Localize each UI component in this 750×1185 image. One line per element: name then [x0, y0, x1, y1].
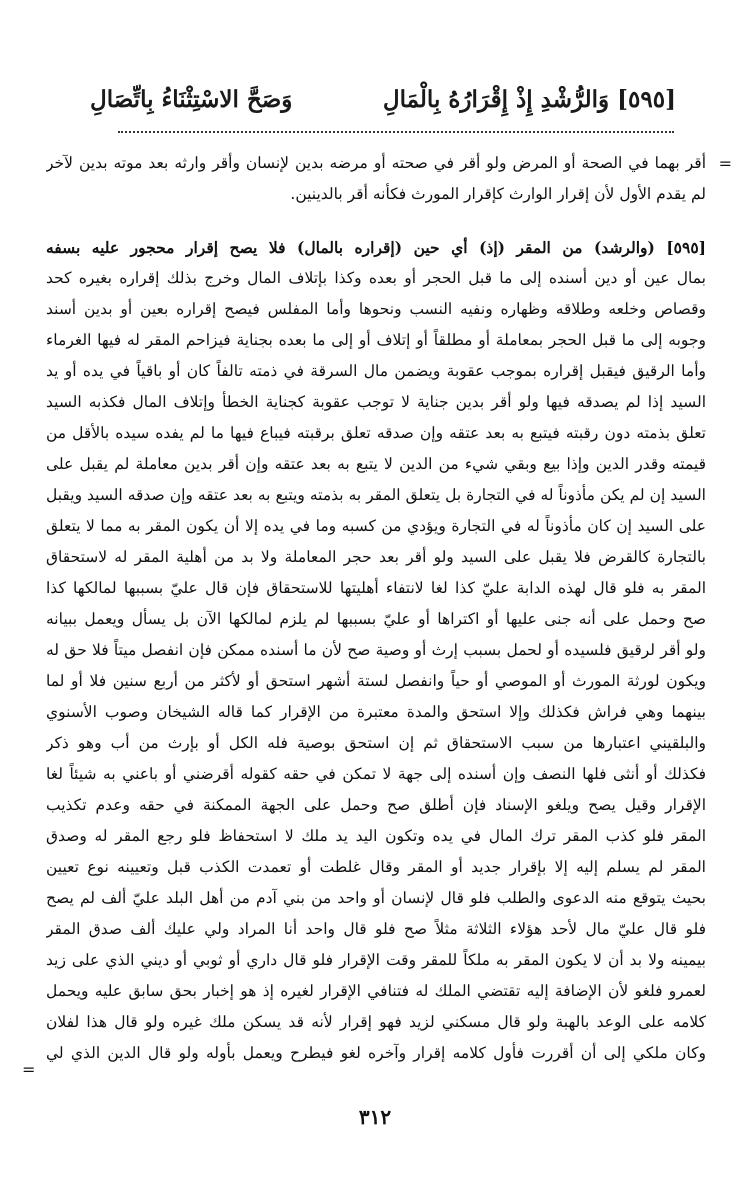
verse-first-hemistich: [٥٩٥] وَالرُّشْدِ إِذْ إِقْرَارُهُ بِالْمَالِ: [382, 86, 676, 113]
paragraph-gap: [46, 210, 706, 232]
paragraph-1: [46, 148, 706, 210]
text-line: كلامه على الوعد بالهبة ولو قال مسكني لزيد فهو إقرار لأنه قد يسكن ملك غيره ولو قال هذا لفلان: [46, 1013, 706, 1031]
text-line: بحيث يتوقع منه الدعوى والطلب فلو قال لإنسان أو واحد من بني آدم من أهل البلد عليّ ألف لم يصح: [46, 889, 706, 907]
text-line: المقر فلو كذب المقر ترك المال في يده وتكون اليد يد ملك لا استحفاظ فلو رجع المقر له وصدق: [46, 827, 706, 845]
commentary-text: [46, 148, 706, 1069]
text-line: لعمرو فلغو لأن الإضافة إليه تقتضي الملك له فتنافي الإقرار لغيره إذ هو إخبار بحق سابق عليه ويحمل: [46, 982, 706, 1000]
text-line: ويكون لورثة المورث أو الموصي أو حياً وانفصل لستة أشهر استحق أو لأكثر من أربع سنين فلا أو لما: [46, 672, 706, 690]
text-line: فلو قال عليّ مال لأحد هؤلاء الثلاثة مثلاً صح فلو قال واحد أنا المراد ولي عليك ألف صدق المقر: [46, 920, 706, 938]
text-line: المقر به فلو قال لهذه الدابة عليّ كذا لغا لانتفاء أهليتها للاستحقاق فإن قال عليّ بسببها لمالكها كذا: [46, 579, 706, 597]
text-line: [٥٩٥] (والرشد) من المقر (إذ) أي حين (إقراره بالمال) فلا يصح إقرار محجور عليه بسفه: [46, 238, 706, 257]
paragraph-2: [46, 232, 706, 1069]
text-line: قيمته وقدر الدين وإذا بيع وبقي شيء من الدين لا يتبع به بعد عتقه وإن أقر بدين معاملة لم يقبل على: [46, 455, 706, 473]
text-line: تعلق بذمته دون رقبته فيتبع به بعد عتقه وإن صدقه تعلق برقبته فيباع فيها ما لم يفده سيده بالأقل من: [46, 424, 706, 442]
text-line: صح وحمل على أنه جنى عليها أو اكتراها أو عليّ بسببها لم يلزم لمالكها الآن بل يسأل ويعمل ببيانه: [46, 610, 706, 628]
text-line: الإقرار وقيل يصح ويلغو الإسناد فإن أطلق صح وحمل على الجهة الممكنة في حقه وعدم تكذيب: [46, 796, 706, 814]
text-line: السيد إن لم يكن مأذوناً له في التجارة بل يتعلق المقر به بذمته ويتبع به بعد عتقه وإن صدقه السيد ويقبل: [46, 486, 706, 504]
text-line: فكذلك أو أنثى فلها النصف وإن أسنده إلى جهة لا تمكن في حقه كقوله أقرضني أو باعني به شيئاً لغا: [46, 765, 706, 783]
text-line: وقصاص وخلعه وطلاقه وظهاره ونفيه النسب ونحوها وأما المفلس فيصح إقراره بعين أو بدين أسند: [46, 300, 706, 318]
header-dotted-divider: [118, 131, 674, 133]
text-line: وكان ملكي إلى أن أقررت فأول كلامه إقرار وآخره لغو فيطرح ويعمل بأوله ولو قال الدين الذي لي: [46, 1044, 706, 1062]
continuation-mark-bottom: =: [22, 1060, 36, 1079]
text-line: لم يقدم الأول لأن إقرار الوارث كإقرار المورث فكأنه أقر بالدينين.: [290, 185, 706, 203]
text-line: وجوبه إلى ما قبل الحجر بمعاملة أو مطلقاً أو إتلاف أو إلى ما بعده بجناية فيزاحم المقر له فيها الغرماء: [46, 331, 706, 349]
text-line: والبلقيني اعتبارها من سبب الاستحقاق ثم إن استحق بوصية فله الكل أو بإرث من أب وهو ذكر: [46, 734, 706, 752]
text-line: بالتجارة كالقرض فلا يقبل على السيد ولو أقر بعد حجر المعاملة ولا بد من أهلية المقر له لاستحقاق: [46, 548, 706, 566]
continuation-mark-top: =: [718, 154, 732, 173]
text-line: ولو أقر لرقيق فلسيده أو لحمل بسبب إرث أو وصية صح لأن ما أسنده ممكن فإن انفصل ميتاً فلا حق له: [46, 641, 706, 659]
text-line: على السيد إن كان مأذوناً له في التجارة ويؤدي من كسبه وما في يده إلا أن يكون المقر به مما لا يتعلق: [46, 517, 706, 535]
page-number: ٣١٢: [358, 1105, 392, 1129]
text-line: المقر لم يسلم إليه إلا بإقرار جديد أو المقر وقال غلطت أو تعمدت الكذب قبل وتعيينه نوع تعيين: [46, 858, 706, 876]
text-line: بينهما وهي فراش فكذلك وإلا استحق والمدة معتبرة من الإقرار كما قاله الشيخان وصوب الأسنوي: [46, 703, 706, 721]
text-line: السيد إذا لم يصدقه فيها ولو أقر بدين جناية لا توجب عقوبة كجناية الخطأ وإتلاف المال فكذبه السيد: [46, 393, 706, 411]
text-line: بيمينه ولا بد أن لا يكون المقر به ملكاً للمقر وقت الإقرار فلو قال داري أو ثوبي أو ديني الذي على زيد: [46, 951, 706, 969]
verse-second-hemistich: وَصَحَّ الاسْتِثْنَاءُ بِاتِّصَالِ: [90, 86, 293, 113]
text-line: بمال عين أو دين أسنده إلى ما قبل الحجر أو بعده وكذا بإتلاف المال وخرج بذلك إقراره بغيره كحد: [46, 269, 706, 287]
text-line: أقر بهما في الصحة أو المرض ولو أقر في صحته أو مرضه بدين لإنسان وأقر وارثه بعد موته بدين لآخر: [46, 154, 706, 172]
text-line: وأما الرقيق فيقبل إقراره بموجب عقوبة ويضمن مال السرقة في ذمته تالفاً كان أو باقياً في يده أو يد: [46, 362, 706, 380]
verse-header: [90, 78, 676, 122]
